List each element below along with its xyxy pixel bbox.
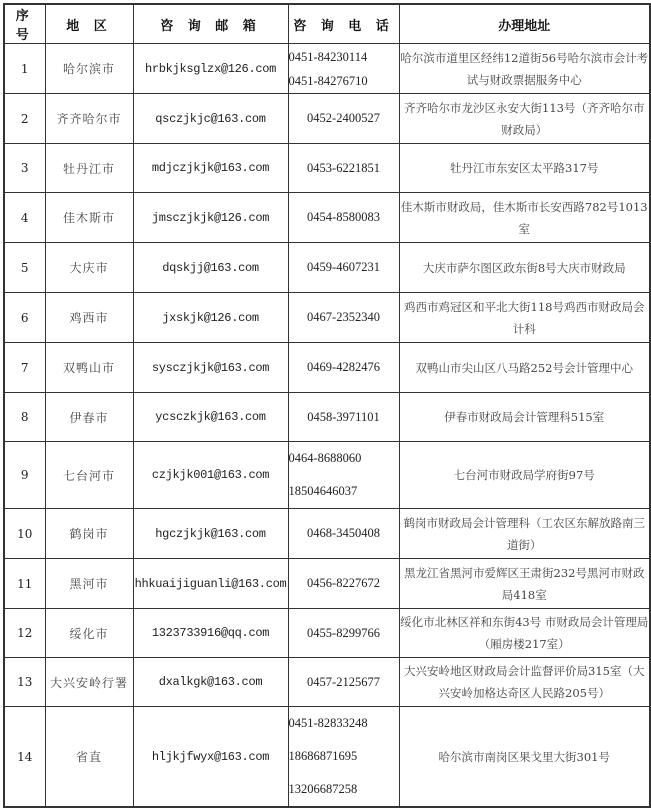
row-phone: [288, 144, 399, 193]
header-index: 序 号: [4, 4, 45, 44]
table-row: [4, 144, 650, 193]
row-address: 鸡西市鸡冠区和平北大街118号鸡西市财政局会计科: [399, 293, 650, 343]
row-index: 9: [4, 442, 45, 509]
row-email-link[interactable]: hhkuaijiguanli@163.com: [133, 559, 288, 609]
phone-number: 0467-2352340: [307, 310, 380, 324]
row-index: 12: [4, 609, 45, 658]
phone-number: 18686871695: [288, 749, 358, 763]
row-index: 4: [4, 193, 45, 243]
row-region: 鹤岗市: [45, 509, 133, 559]
row-address: 鹤岗市财政局会计管理科（工农区东解放路南三道街）: [399, 509, 650, 559]
row-region: 佳木斯市: [45, 193, 133, 243]
row-address: 双鸭山市尖山区八马路252号会计管理中心: [399, 343, 650, 393]
row-address: 大兴安岭地区财政局会计监督评价局315室（大兴安岭加格达奇区人民路205号）: [399, 658, 650, 707]
table-row: [4, 707, 650, 808]
row-address: 黑龙江省黑河市爱辉区王肃街232号黑河市财政局418室: [399, 559, 650, 609]
row-region: 伊春市: [45, 393, 133, 442]
header-address: 办理地址: [399, 4, 650, 44]
phone-number: 0453-6221851: [307, 160, 380, 175]
row-address: 哈尔滨市南岗区果戈里大街301号: [399, 707, 650, 808]
row-region: 哈尔滨市: [45, 44, 133, 94]
row-address: 伊春市财政局会计管理科515室: [399, 393, 650, 442]
phone-number: 0456-8227672: [307, 576, 380, 590]
phone-number: 0458-3971101: [307, 409, 380, 424]
table-row: [4, 343, 650, 393]
row-address: 齐齐哈尔市龙沙区永安大街113号（齐齐哈尔市财政局）: [399, 94, 650, 144]
table-row: [4, 293, 650, 343]
contact-table: [3, 3, 651, 808]
phone-number: 0469-4282476: [307, 360, 380, 374]
row-region: 七台河市: [45, 442, 133, 509]
table-row: [4, 442, 650, 509]
table-row: [4, 559, 650, 609]
row-email-link[interactable]: hljkjfwyx@163.com: [133, 707, 288, 808]
row-email-link[interactable]: hrbkjksglzx@126.com: [133, 44, 288, 94]
row-index: 1: [4, 44, 45, 94]
row-address: 绥化市北林区祥和东街43号 市财政局会计管理局（厢房楼217室）: [399, 609, 650, 658]
row-phone: [288, 509, 399, 559]
row-region: 双鸭山市: [45, 343, 133, 393]
row-region: 大庆市: [45, 243, 133, 293]
row-email-link[interactable]: 1323733916@qq.com: [133, 609, 288, 658]
row-email-link[interactable]: czjkjk001@163.com: [133, 442, 288, 509]
row-email-link[interactable]: mdjczjkjk@163.com: [133, 144, 288, 193]
row-index: 2: [4, 94, 45, 144]
row-index: 6: [4, 293, 45, 343]
row-phone: [288, 609, 399, 658]
row-index: 8: [4, 393, 45, 442]
table-row: [4, 44, 650, 94]
row-phone: [288, 393, 399, 442]
header-region: 地 区: [45, 4, 133, 44]
phone-number: 13206687258: [288, 782, 358, 796]
row-address: 哈尔滨市道里区经纬12道街56号哈尔滨市会计考试与财政票据服务中心: [399, 44, 650, 94]
row-email-link[interactable]: jxskjk@126.com: [133, 293, 288, 343]
header-phone: 咨 询 电 话: [288, 4, 399, 44]
table-row: [4, 609, 650, 658]
row-email-link[interactable]: jmsczjkjk@126.com: [133, 193, 288, 243]
row-phone: [288, 44, 399, 94]
row-email-link[interactable]: dxalkgk@163.com: [133, 658, 288, 707]
row-email-link[interactable]: hgczjkjk@163.com: [133, 509, 288, 559]
row-region: 绥化市: [45, 609, 133, 658]
phone-number: 0457-2125677: [307, 674, 380, 689]
header-row: [4, 4, 650, 44]
row-phone: [288, 243, 399, 293]
row-phone: [288, 442, 399, 509]
row-index: 10: [4, 509, 45, 559]
table-row: [4, 658, 650, 707]
row-index: 14: [4, 707, 45, 808]
phone-number: 0451-84276710: [288, 73, 368, 88]
row-email-link[interactable]: sysczjkjk@163.com: [133, 343, 288, 393]
row-region: 鸡西市: [45, 293, 133, 343]
row-index: 13: [4, 658, 45, 707]
row-index: 11: [4, 559, 45, 609]
phone-number: 0451-84230114: [288, 49, 368, 64]
row-phone: [288, 94, 399, 144]
row-phone: [288, 559, 399, 609]
phone-number: 0451-82833248: [288, 716, 368, 730]
table-row: [4, 94, 650, 144]
table-row: [4, 509, 650, 559]
row-email-link[interactable]: ycsczkjk@163.com: [133, 393, 288, 442]
row-email-link[interactable]: qsczjkjc@163.com: [133, 94, 288, 144]
row-region: 大兴安岭行署: [45, 658, 133, 707]
table-body: [4, 44, 650, 808]
row-phone: [288, 293, 399, 343]
row-phone: [288, 658, 399, 707]
table-row: [4, 193, 650, 243]
row-region: 齐齐哈尔市: [45, 94, 133, 144]
row-phone: [288, 193, 399, 243]
phone-number: 0468-3450408: [307, 526, 380, 540]
row-index: 3: [4, 144, 45, 193]
phone-number: 0452-2400527: [307, 111, 380, 125]
row-address: 大庆市萨尔图区政东街8号大庆市财政局: [399, 243, 650, 293]
row-region: 黑河市: [45, 559, 133, 609]
row-email-link[interactable]: dqskjj@163.com: [133, 243, 288, 293]
row-address: 牡丹江市东安区太平路317号: [399, 144, 650, 193]
row-index: 5: [4, 243, 45, 293]
table-row: [4, 393, 650, 442]
row-address: 七台河市财政局学府街97号: [399, 442, 650, 509]
row-region: 省直: [45, 707, 133, 808]
row-index: 7: [4, 343, 45, 393]
header-email: 咨 询 邮 箱: [133, 4, 288, 44]
phone-number: 18504646037: [288, 484, 358, 498]
phone-number: 0464-8688060: [288, 451, 362, 465]
phone-number: 0459-4607231: [307, 260, 380, 274]
table-row: [4, 243, 650, 293]
phone-number: 0455-8299766: [307, 625, 380, 640]
phone-number: 0454-8580083: [307, 210, 380, 224]
row-address: 佳木斯市财政局，佳木斯市长安西路782号1013室: [399, 193, 650, 243]
row-region: 牡丹江市: [45, 144, 133, 193]
row-phone: [288, 707, 399, 808]
row-phone: [288, 343, 399, 393]
